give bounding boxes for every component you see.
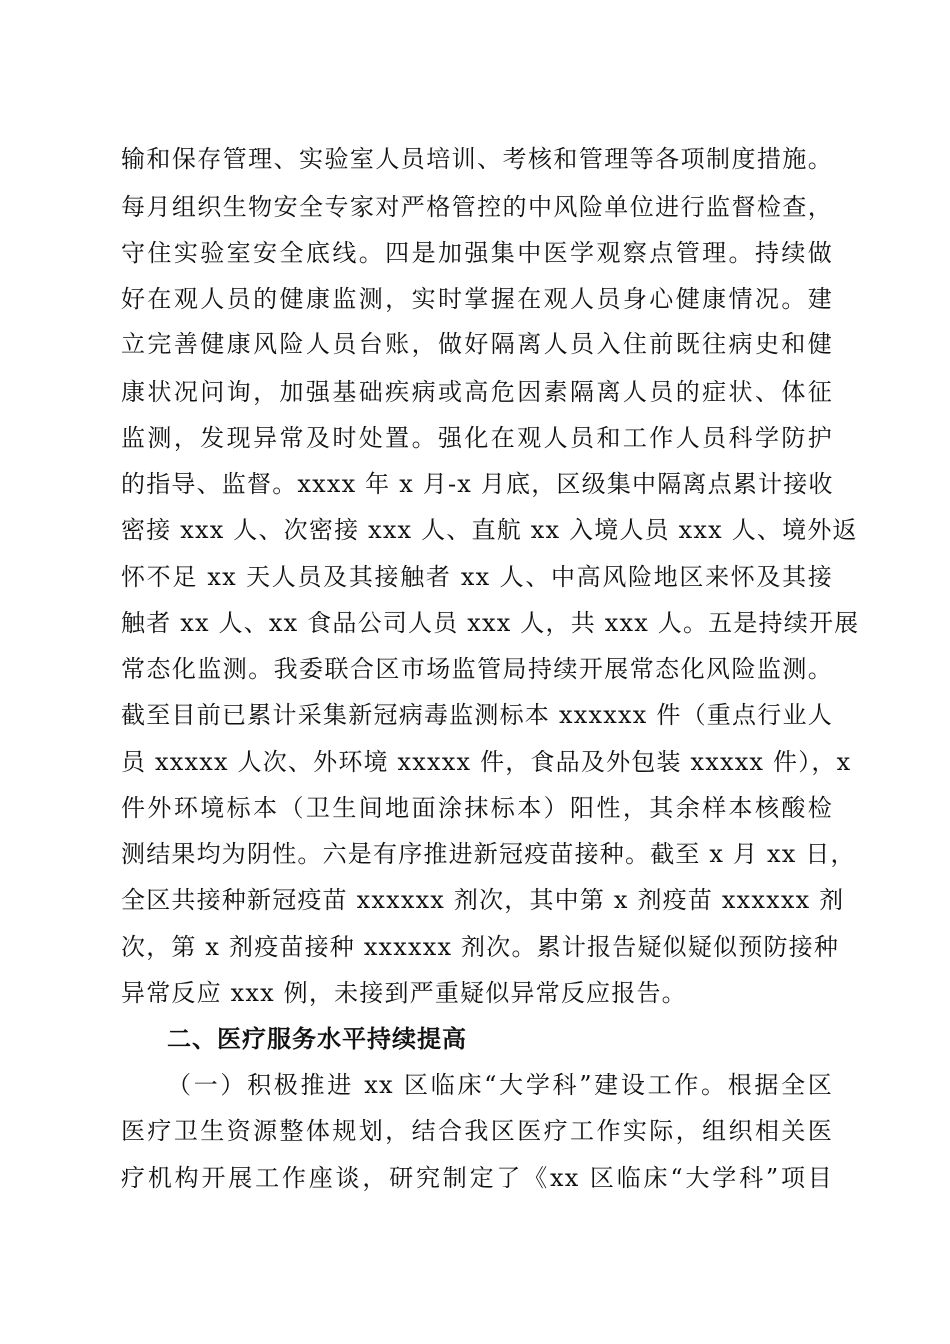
body-line: 输和保存管理、实验室人员培训、考核和管理等各项制度措施。 (121, 145, 833, 173)
body-line-last: 异常反应 xxx 例，未接到严重疑似异常反应报告。 (121, 979, 687, 1007)
body-line: 触者 xx 人、xx 食品公司人员 xxx 人，共 xxx 人。五是持续开展 (121, 609, 860, 637)
body-line: 怀不足 xx 天人员及其接触者 xx 人、中高风险地区来怀及其接 (121, 563, 833, 591)
body-line: 全区共接种新冠疫苗 xxxxxx 剂次，其中第 x 剂疫苗 xxxxxx 剂 (121, 886, 845, 914)
body-line: 员 xxxxx 人次、外环境 xxxxx 件，食品及外包装 xxxxx 件），x (121, 748, 852, 776)
body-line: 件外环境标本（卫生间地面涂抹标本）阳性，其余样本核酸检 (121, 794, 833, 822)
body-line: 医疗卫生资源整体规划，结合我区医疗工作实际，组织相关医 (121, 1117, 833, 1145)
subsection-line: （一）积极推进 xx 区临床“大学科”建设工作。根据全区 (167, 1071, 833, 1099)
body-line: 守住实验室安全底线。四是加强集中医学观察点管理。持续做 (121, 239, 833, 267)
body-line: 疗机构开展工作座谈，研究制定了《xx 区临床“大学科”项目 (121, 1164, 833, 1192)
body-line: 监测，发现异常及时处置。强化在观人员和工作人员科学防护 (121, 424, 833, 452)
body-line: 常态化监测。我委联合区市场监管局持续开展常态化风险监测。 (121, 655, 833, 683)
body-line: 截至目前已累计采集新冠病毒监测标本 xxxxxx 件（重点行业人 (121, 701, 833, 729)
body-line: 立完善健康风险人员台账，做好隔离人员入住前既往病史和健 (121, 330, 833, 358)
body-line: 好在观人员的健康监测，实时掌握在观人员身心健康情况。建 (121, 285, 833, 313)
body-line: 每月组织生物安全专家对严格管控的中风险单位进行监督检查， (121, 193, 833, 221)
body-line: 密接 xxx 人、次密接 xxx 人、直航 xx 入境人员 xxx 人、境外返 (121, 516, 858, 544)
body-line: 次，第 x 剂疫苗接种 xxxxxx 剂次。累计报告疑似疑似预防接种 (121, 933, 840, 961)
body-line: 的指导、监督。xxxx 年 x 月-x 月底，区级集中隔离点累计接收 (121, 470, 834, 498)
section-heading: 二、医疗服务水平持续提高 (167, 1025, 467, 1053)
body-line: 康状况问询，加强基础疾病或高危因素隔离人员的症状、体征 (121, 378, 833, 406)
body-line: 测结果均为阴性。六是有序推进新冠疫苗接种。截至 x 月 xx 日， (121, 840, 856, 868)
